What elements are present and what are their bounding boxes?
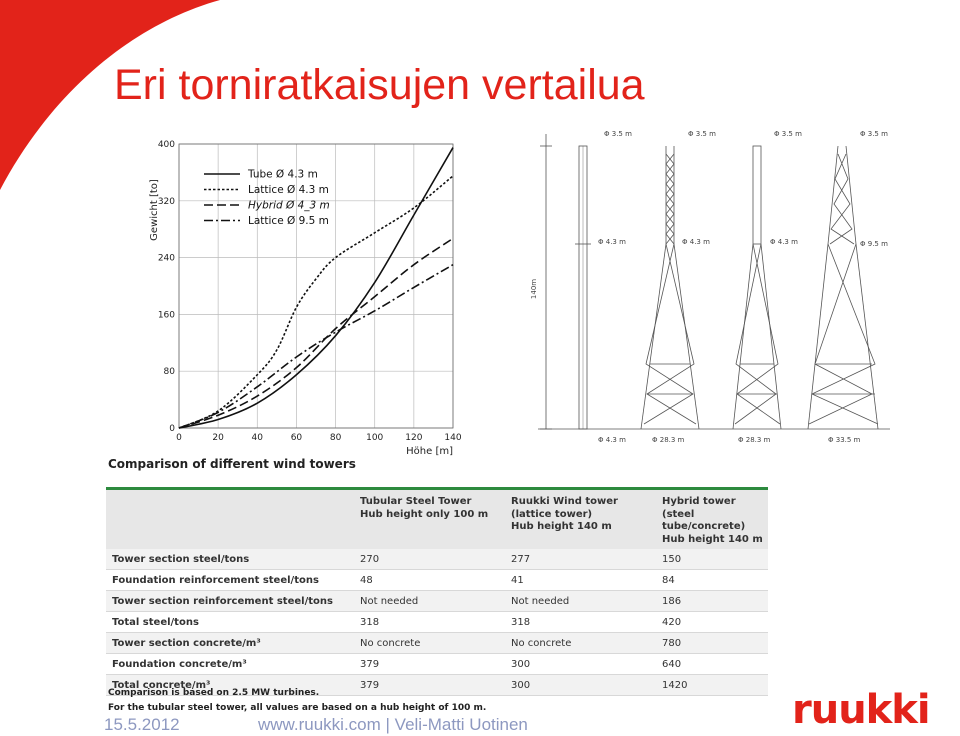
x-tick-label: 40 [251,433,264,443]
cell: 277 [505,549,656,570]
cell: 1420 [656,675,768,696]
cell: 780 [656,633,768,654]
x-tick-label: 0 [176,433,182,443]
chart-legend [204,169,330,228]
cell: 318 [505,612,656,633]
y-tick-label: 320 [157,196,175,207]
x-tick-label: 80 [329,433,342,443]
page-title: Eri torniratkaisujen vertailua [114,61,645,109]
y-tick-label: 80 [163,367,175,378]
legend-label-1: Tube Ø 4.3 m [248,168,318,181]
cell: No concrete [354,633,505,654]
tower-2-base-label: Φ 28.3 m [652,436,685,444]
x-tick-label: 60 [290,433,303,443]
tower-drawings [530,124,898,464]
tower-1-top-label: Φ 3.5 m [604,130,632,138]
legend-label-2: Lattice Ø 4.3 m [248,184,329,196]
tower-2-mid-label: Φ 4.3 m [682,238,710,246]
legend-label-4: Lattice Ø 9.5 m [248,215,329,227]
tower-4-top-label: Φ 3.5 m [860,130,888,138]
x-axis-label: Höhe [m] [406,446,453,457]
row-label: Total steel/tons [106,612,354,633]
footer-date: 15.5.2012 [104,715,180,734]
tower-frame [538,134,890,429]
lattice-tower-1 [641,146,699,429]
footer-website: www.ruukki.com | Veli-Matti Uotinen [258,715,528,734]
x-tick-label: 100 [366,433,384,443]
cell: 420 [656,612,768,633]
row-label: Foundation reinforcement steel/tons [106,570,354,591]
series-line-3 [179,238,453,428]
table-row [106,633,768,654]
cell: 41 [505,570,656,591]
row-label: Foundation concrete/m³ [106,654,354,675]
header-tubular: Tubular Steel Tower Hub height only 100 m [354,489,505,550]
cell: 84 [656,570,768,591]
footnote-turbines: Comparison is based on 2.5 MW turbines. [108,688,320,698]
table-row [106,654,768,675]
y-tick-label: 400 [157,140,175,150]
lattice-tower-2 [808,146,878,429]
tower-height-label: 140m [530,278,538,300]
row-label: Total concrete/m³ [106,675,354,696]
tower-4-mid-label: Φ 9.5 m [860,240,888,248]
tower-4-base-label: Φ 33.5 m [828,436,861,444]
table-row [106,549,768,570]
ruukki-logo: ruukki [792,687,930,733]
cell: 186 [656,591,768,612]
comparison-title: Comparison of different wind towers [108,457,356,471]
weight-height-chart [142,136,462,461]
tower-3-top-label: Φ 3.5 m [774,130,802,138]
cell: Not needed [505,591,656,612]
cell: Not needed [354,591,505,612]
table-row [106,612,768,633]
table-row [106,591,768,612]
cell: 379 [354,654,505,675]
y-tick-label: 160 [157,310,175,321]
x-tick-label: 140 [444,433,462,443]
cell: 150 [656,549,768,570]
row-label: Tower section reinforcement steel/tons [106,591,354,612]
series-line-2 [179,176,453,428]
tower-1-mid-label: Φ 4.3 m [598,238,626,246]
y-tick-label: 0 [169,424,175,434]
tower-1-base-label: Φ 4.3 m [598,436,626,444]
header-ruukki: Ruukki Wind tower (lattice tower) Hub height 140 m [505,489,656,550]
x-tick-label: 20 [212,433,224,443]
cell: No concrete [505,633,656,654]
x-tick-label: 120 [405,433,423,443]
header-blank [106,489,354,550]
cell: 300 [505,675,656,696]
row-label: Tower section steel/tons [106,549,354,570]
cell: 379 [354,675,505,696]
tube-tower [575,146,591,429]
table-row [106,570,768,591]
tower-2-top-label: Φ 3.5 m [688,130,716,138]
hybrid-tower [733,146,781,429]
row-label: Tower section concrete/m³ [106,633,354,654]
cell: 48 [354,570,505,591]
cell: 640 [656,654,768,675]
legend-label-3: Hybrid Ø 4_3 m [248,199,330,212]
y-tick-label: 240 [157,253,175,264]
tower-3-mid-label: Φ 4.3 m [770,238,798,246]
cell: 300 [505,654,656,675]
series-line-4 [179,265,453,428]
header-hybrid: Hybrid tower (steel tube/concrete) Hub height 140 m [656,489,768,550]
tower-3-base-label: Φ 28.3 m [738,436,771,444]
cell: 270 [354,549,505,570]
comparison-header-row [106,489,768,550]
comparison-table [106,487,768,696]
y-axis-label: Gewicht [to] [149,179,160,241]
footnote-hub-height: For the tubular steel tower, all values are based on a hub height of 100 m. [108,703,487,713]
cell: 318 [354,612,505,633]
